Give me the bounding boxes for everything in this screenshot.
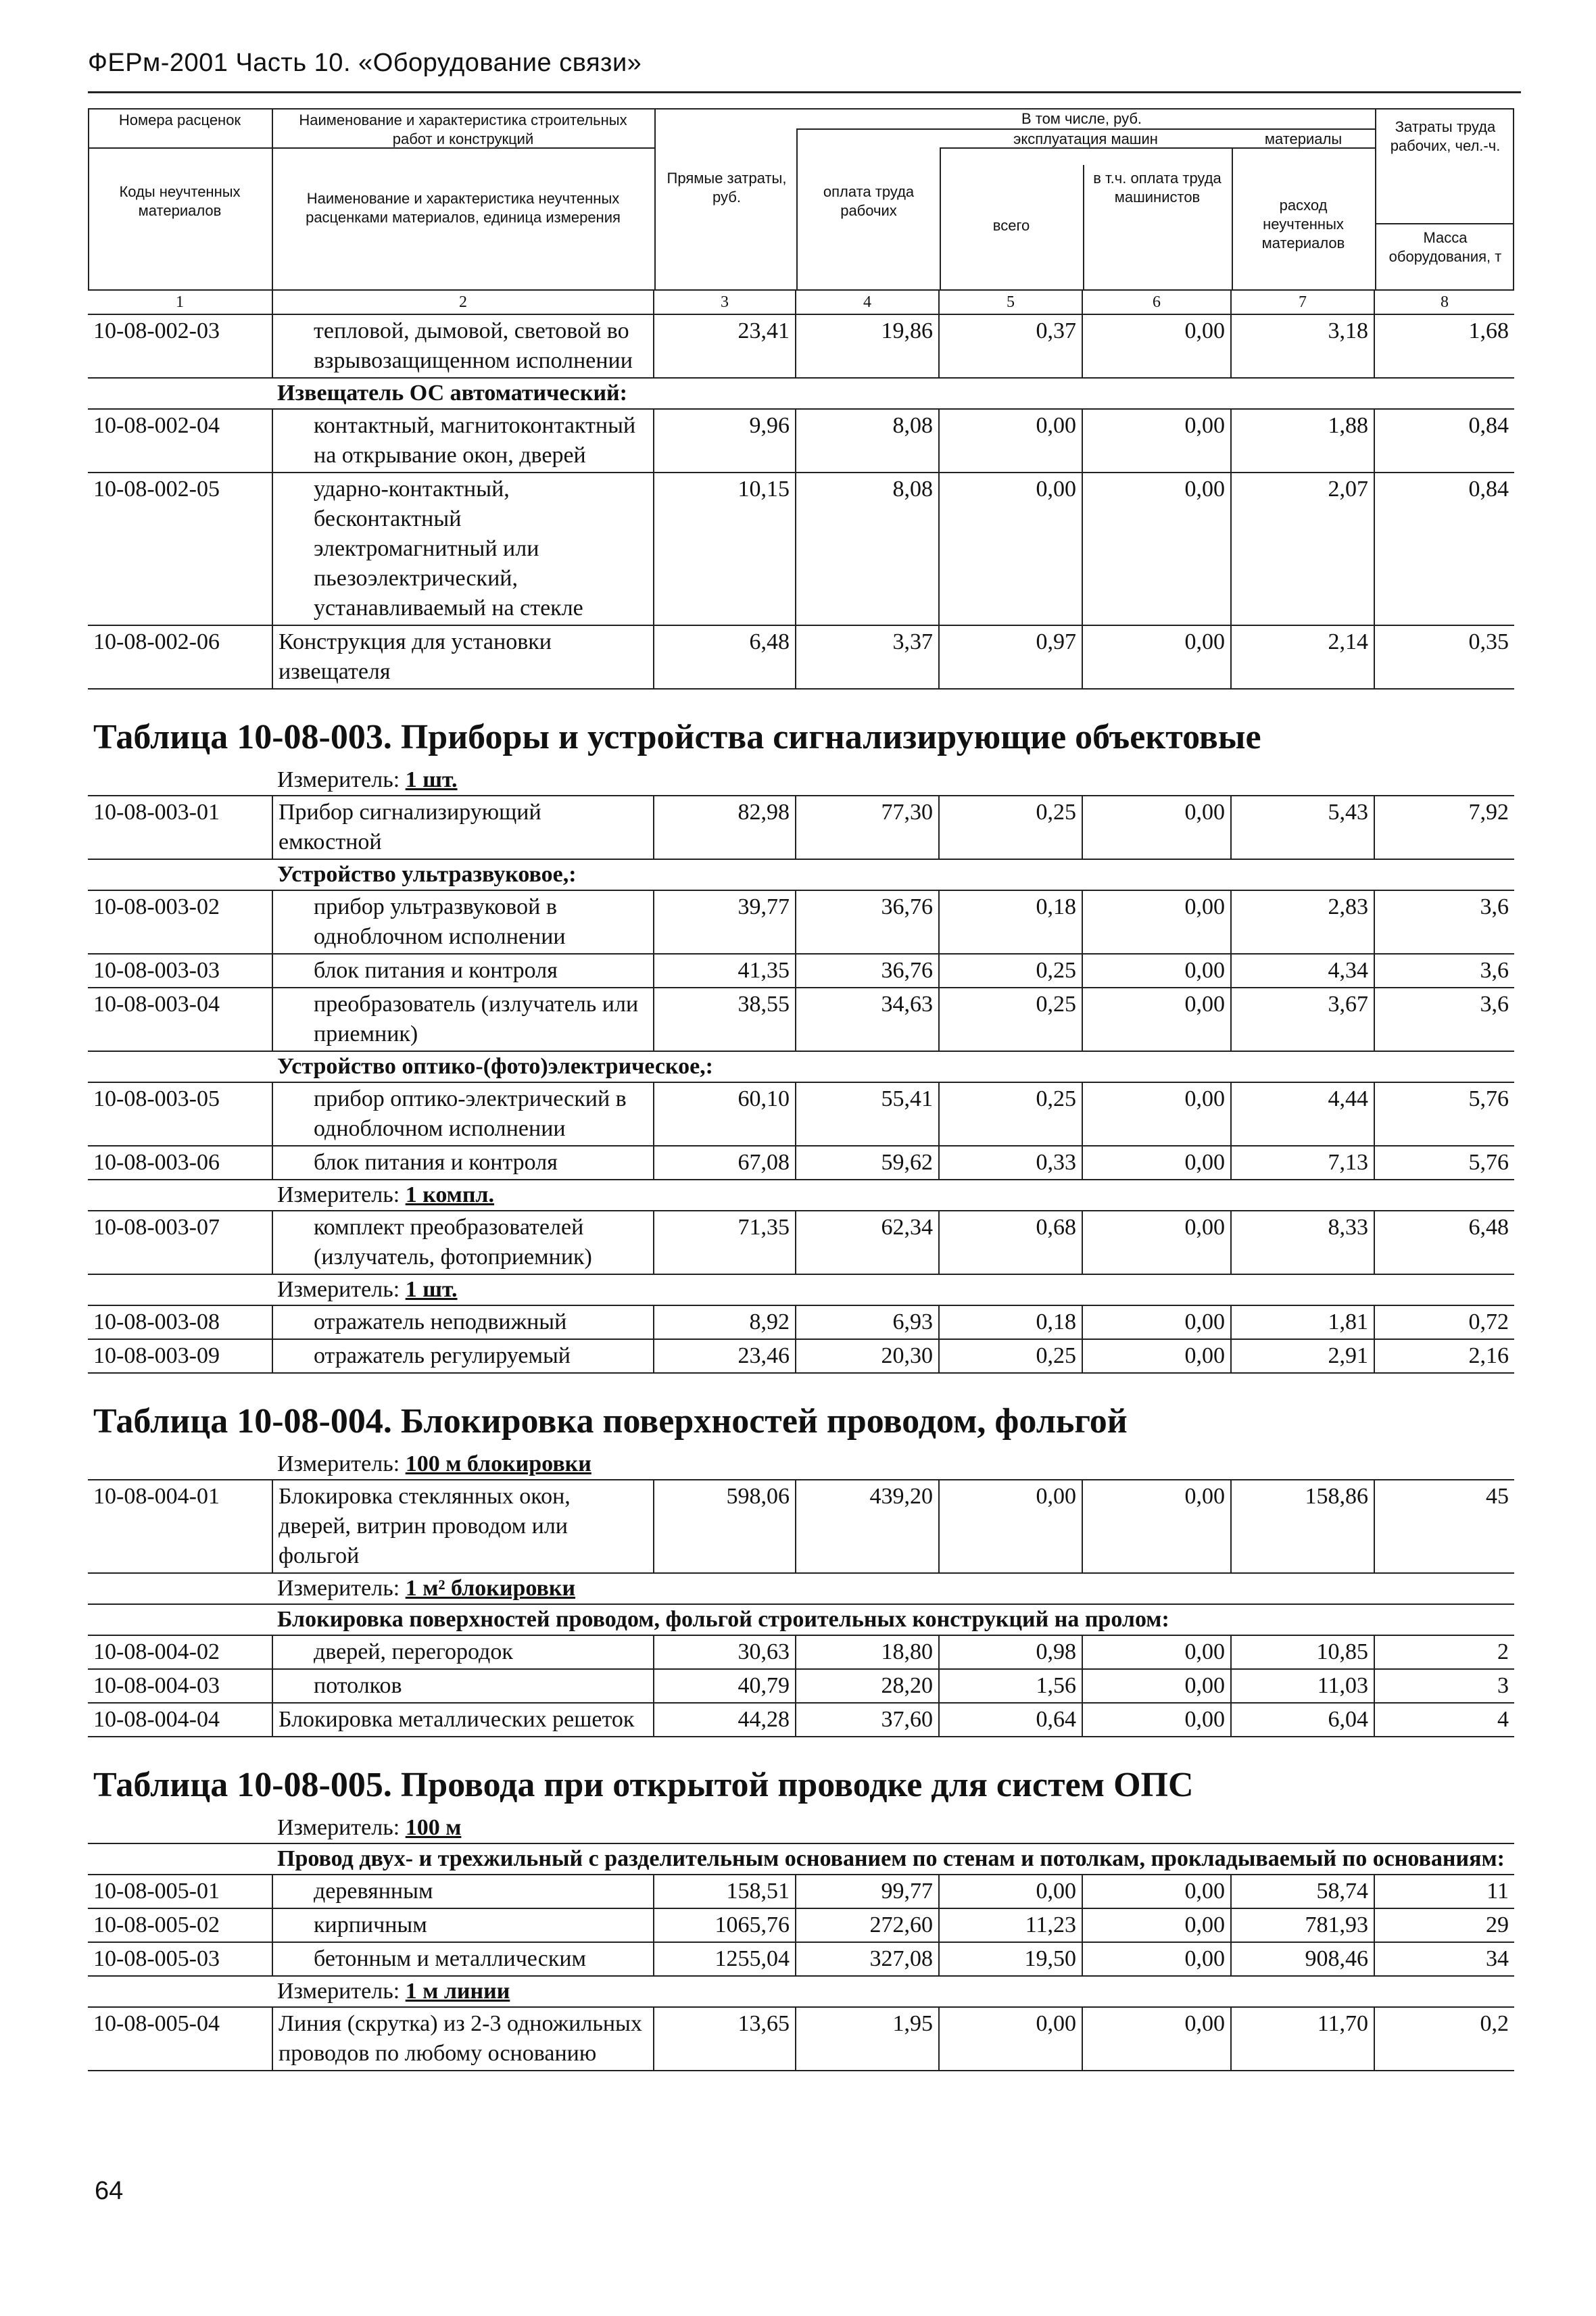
table-row (88, 1306, 1514, 1340)
machines-total: 0,64 (940, 1704, 1083, 1736)
operator-pay: 0,00 (1083, 1670, 1232, 1702)
materials-cost: 1,81 (1232, 1306, 1375, 1338)
materials-cost: 5,43 (1232, 796, 1375, 859)
operator-pay: 0,00 (1083, 1147, 1232, 1179)
measure-unit: 1 м² блокировки (405, 1576, 576, 1601)
work-name: кирпичным (272, 1909, 654, 1941)
subgroup-row (88, 860, 1514, 891)
work-name: контактный, магнитоконтактный на открывание окон, дверей (272, 410, 654, 472)
materials-cost: 2,83 (1232, 891, 1375, 953)
col-num: 3 (654, 291, 796, 314)
labor-pay: 272,60 (796, 1909, 940, 1941)
table-row (88, 796, 1514, 860)
subgroup-row (88, 1844, 1514, 1875)
col2-bottom-label: Наименование и характеристика неучтенных расценками материалов, единица измерения (306, 190, 621, 226)
machines-total: 0,98 (940, 1636, 1083, 1668)
labor-hours: 6,48 (1468, 1215, 1509, 1240)
col2-top-label: Наименование и характеристика строительных работ и конструкций (299, 112, 627, 147)
rule (88, 147, 272, 149)
labor-pay: 62,34 (796, 1211, 940, 1274)
operator-pay: 0,00 (1083, 955, 1232, 987)
col-num: 6 (1083, 291, 1232, 314)
materials-label: материалы (1264, 130, 1343, 147)
subgroup-row (88, 1605, 1514, 1636)
col8-bottom-label: Масса оборудования, т (1388, 229, 1502, 265)
materials-cost: 4,34 (1232, 955, 1375, 987)
measure-label (272, 1180, 494, 1210)
materials-cost: 2,14 (1232, 626, 1375, 688)
operator-pay: 0,00 (1083, 1211, 1232, 1274)
direct-costs: 8,92 (654, 1306, 796, 1338)
labor-pay: 327,08 (796, 1943, 940, 1975)
labor-hours: 5,76 (1468, 1086, 1509, 1111)
machines-total: 0,25 (940, 955, 1083, 987)
labor-hours: 0,84 (1468, 413, 1509, 438)
work-name: Линия (скрутка) из 2-3 одножильных проводов по любому основанию (272, 2008, 654, 2070)
machines-total: 0,00 (940, 473, 1083, 625)
rate-code: 10-08-005-01 (93, 1879, 220, 1904)
direct-costs: 30,63 (654, 1636, 796, 1668)
rate-code: 10-08-003-04 (93, 992, 220, 1017)
work-name: Прибор сигнализирующий емкостной (272, 796, 654, 859)
col-num: 5 (940, 291, 1083, 314)
col7-label: расход неучтенных материалов (1261, 197, 1345, 251)
materials-cost: 3,18 (1232, 315, 1375, 377)
work-name: комплект преобразователей (излучатель, фотоприемник) (272, 1211, 654, 1274)
machines-total: 0,25 (940, 796, 1083, 859)
rate-code: 10-08-003-07 (93, 1215, 220, 1240)
machines-total: 1,56 (940, 1670, 1083, 1702)
subgroup-label: Провод двух- и трехжильный с разделительным основанием по стенам и потолкам, прокладываемый по основаниям: (277, 1846, 1505, 1871)
measure-label (272, 1275, 458, 1305)
rule (1375, 223, 1514, 224)
rule (940, 147, 941, 291)
machines-label: эксплуатация машин (1013, 130, 1158, 147)
table-row (88, 1704, 1514, 1737)
table-row (88, 1083, 1514, 1147)
machines-total: 0,00 (940, 410, 1083, 472)
table-row (88, 891, 1514, 955)
labor-pay: 1,95 (796, 2008, 940, 2070)
machines-total: 0,37 (940, 315, 1083, 377)
operator-pay: 0,00 (1083, 315, 1232, 377)
work-name: Блокировка стеклянных окон, дверей, витрин проводом или фольгой (272, 1480, 654, 1572)
col-num: 7 (1232, 291, 1375, 314)
direct-costs: 39,77 (654, 891, 796, 953)
direct-costs: 1255,04 (654, 1943, 796, 1975)
measure-row (88, 1180, 1514, 1211)
materials-cost: 1,88 (1232, 410, 1375, 472)
work-name: блок питания и контроля (272, 1147, 654, 1179)
operator-pay: 0,00 (1083, 1943, 1232, 1975)
rate-code: 10-08-003-03 (93, 958, 220, 983)
materials-cost: 6,04 (1232, 1704, 1375, 1736)
direct-costs: 158,51 (654, 1875, 796, 1908)
measure-row (88, 1449, 1514, 1480)
direct-costs: 23,46 (654, 1340, 796, 1372)
rate-code: 10-08-003-05 (93, 1086, 220, 1111)
page-number: 64 (95, 2177, 124, 2205)
measure-unit: 1 компл. (405, 1182, 495, 1207)
labor-hours: 5,76 (1468, 1150, 1509, 1175)
machines-total: 0,25 (940, 988, 1083, 1051)
col5-label: всего (992, 217, 1030, 234)
machines-total: 0,00 (940, 2008, 1083, 2070)
table-row (88, 410, 1514, 473)
table-row (88, 1670, 1514, 1704)
subgroup-row (88, 379, 1514, 410)
operator-pay: 0,00 (1083, 626, 1232, 688)
work-name: преобразователь (излучатель или приемник) (272, 988, 654, 1051)
measure-prefix: Измеритель: (277, 1451, 400, 1476)
table-title: Таблица 10-08-004. Блокировка поверхностей проводом, фольгой (93, 1402, 1128, 1441)
measure-prefix: Измеритель: (277, 1182, 400, 1207)
direct-costs: 40,79 (654, 1670, 796, 1702)
rate-code: 10-08-005-04 (93, 2011, 220, 2036)
rate-code: 10-08-003-06 (93, 1150, 220, 1175)
labor-pay: 20,30 (796, 1340, 940, 1372)
work-name: Блокировка металлических решеток (272, 1704, 654, 1736)
measure-prefix: Измеритель: (277, 1576, 400, 1601)
column-header (88, 108, 1514, 291)
operator-pay: 0,00 (1083, 1636, 1232, 1668)
work-name: потолков (272, 1670, 654, 1702)
included-label: В том числе, руб. (1021, 110, 1142, 127)
col3-label: Прямые затраты, руб. (667, 170, 787, 206)
rate-code: 10-08-002-05 (93, 477, 220, 502)
measure-unit: 100 м (405, 1815, 462, 1840)
labor-hours: 11 (1486, 1879, 1509, 1904)
labor-pay: 36,76 (796, 955, 940, 987)
labor-hours: 3,6 (1480, 958, 1509, 983)
materials-cost: 4,44 (1232, 1083, 1375, 1145)
work-name: деревянным (272, 1875, 654, 1908)
labor-pay: 28,20 (796, 1670, 940, 1702)
table-row (88, 1147, 1514, 1180)
materials-cost: 58,74 (1232, 1875, 1375, 1908)
operator-pay: 0,00 (1083, 1704, 1232, 1736)
rate-code: 10-08-002-06 (93, 629, 220, 654)
operator-pay: 0,00 (1083, 891, 1232, 953)
table-row (88, 2008, 1514, 2071)
materials-cost: 158,86 (1232, 1480, 1375, 1572)
measure-row (88, 1275, 1514, 1306)
table-row (88, 1211, 1514, 1275)
measure-prefix: Измеритель: (277, 1979, 400, 2004)
materials-cost: 11,03 (1232, 1670, 1375, 1702)
machines-total: 0,18 (940, 1306, 1083, 1338)
labor-hours: 2,16 (1468, 1343, 1509, 1368)
measure-unit: 1 шт. (405, 1277, 458, 1302)
direct-costs: 1065,76 (654, 1909, 796, 1941)
labor-hours: 0,72 (1468, 1309, 1509, 1334)
machines-total: 0,97 (940, 626, 1083, 688)
table-row (88, 1480, 1514, 1574)
table-title: Таблица 10-08-003. Приборы и устройства сигнализирующие объектовые (93, 718, 1261, 756)
col-num: 4 (796, 291, 940, 314)
rule (88, 108, 1514, 110)
direct-costs: 10,15 (654, 473, 796, 625)
table-row (88, 1909, 1514, 1943)
labor-hours: 3,6 (1480, 894, 1509, 919)
rule (1083, 165, 1084, 291)
labor-pay: 6,93 (796, 1306, 940, 1338)
measure-label (272, 1574, 575, 1603)
col-num: 1 (176, 293, 184, 311)
rule (1232, 147, 1233, 291)
labor-pay: 18,80 (796, 1636, 940, 1668)
measure-prefix: Измеритель: (277, 767, 400, 792)
machines-total: 0,25 (940, 1083, 1083, 1145)
materials-cost: 908,46 (1232, 1943, 1375, 1975)
measure-unit: 1 м линии (405, 1979, 510, 2004)
operator-pay: 0,00 (1083, 1083, 1232, 1145)
direct-costs: 13,65 (654, 2008, 796, 2070)
labor-pay: 37,60 (796, 1704, 940, 1736)
col1-bottom-label: Коды неучтенных материалов (119, 183, 241, 219)
materials-cost: 8,33 (1232, 1211, 1375, 1274)
rate-code: 10-08-002-04 (93, 413, 220, 438)
col4-label: оплата труда рабочих (823, 183, 915, 219)
direct-costs: 67,08 (654, 1147, 796, 1179)
direct-costs: 38,55 (654, 988, 796, 1051)
machines-total: 0,18 (940, 891, 1083, 953)
rule (654, 108, 656, 291)
measure-row (88, 765, 1514, 796)
subgroup-label: Извещатель ОС автоматический: (277, 381, 627, 406)
labor-pay: 99,77 (796, 1875, 940, 1908)
measure-label (272, 1449, 591, 1479)
operator-pay: 0,00 (1083, 1306, 1232, 1338)
operator-pay: 0,00 (1083, 2008, 1232, 2070)
table-row (88, 1636, 1514, 1670)
labor-hours: 1,68 (1468, 318, 1509, 343)
labor-pay: 36,76 (796, 891, 940, 953)
operator-pay: 0,00 (1083, 1875, 1232, 1908)
labor-pay: 19,86 (796, 315, 940, 377)
work-name: тепловой, дымовой, световой во взрывозащищенном исполнении (272, 315, 654, 377)
machines-total: 0,33 (940, 1147, 1083, 1179)
measure-unit: 100 м блокировки (405, 1451, 591, 1476)
measure-label (272, 1977, 510, 2006)
operator-pay: 0,00 (1083, 1340, 1232, 1372)
table-row (88, 473, 1514, 626)
work-name: прибор оптико-электрический в одноблочном исполнении (272, 1083, 654, 1145)
operator-pay: 0,00 (1083, 988, 1232, 1051)
col-num: 2 (272, 291, 654, 314)
direct-costs: 598,06 (654, 1480, 796, 1572)
rate-code: 10-08-003-01 (93, 800, 220, 825)
labor-pay: 8,08 (796, 473, 940, 625)
labor-hours: 34 (1486, 1946, 1509, 1971)
table-row (88, 1340, 1514, 1374)
subgroup-row (88, 1052, 1514, 1083)
work-name: отражатель неподвижный (272, 1306, 654, 1338)
col-num: 8 (1441, 293, 1449, 311)
operator-pay: 0,00 (1083, 796, 1232, 859)
materials-cost: 10,85 (1232, 1636, 1375, 1668)
column-number-row (88, 291, 1514, 315)
subgroup-label: Блокировка поверхностей проводом, фольгой строительных конструкций на пролом: (277, 1607, 1169, 1632)
labor-hours: 2 (1497, 1639, 1509, 1664)
machines-total: 11,23 (940, 1909, 1083, 1941)
rate-code: 10-08-005-03 (93, 1946, 220, 1971)
measure-row (88, 1574, 1514, 1605)
machines-total: 0,68 (940, 1211, 1083, 1274)
subgroup-label: Устройство ультразвуковое,: (277, 862, 577, 887)
rate-code: 10-08-003-09 (93, 1343, 220, 1368)
operator-pay: 0,00 (1083, 1909, 1232, 1941)
col8-top-label: Затраты труда рабочих, чел.-ч. (1390, 118, 1501, 154)
rule (1375, 108, 1376, 291)
labor-pay: 77,30 (796, 796, 940, 859)
work-name: бетонным и металлическим (272, 1943, 654, 1975)
measure-label (272, 765, 458, 795)
measure-label (272, 1813, 461, 1843)
subgroup-label: Устройство оптико-(фото)электрическое,: (277, 1054, 714, 1079)
rate-code: 10-08-003-08 (93, 1309, 220, 1334)
table-body (88, 291, 1514, 2071)
rate-code: 10-08-004-03 (93, 1673, 220, 1698)
labor-pay: 34,63 (796, 988, 940, 1051)
work-name: ударно-контактный, бесконтактный электромагнитный или пьезоэлектрический, устанавливаемый на стекле (272, 473, 654, 625)
operator-pay: 0,00 (1083, 410, 1232, 472)
labor-hours: 7,92 (1468, 800, 1509, 825)
table-row (88, 315, 1514, 379)
rate-code: 10-08-002-03 (93, 318, 220, 343)
labor-pay: 3,37 (796, 626, 940, 688)
labor-pay: 59,62 (796, 1147, 940, 1179)
direct-costs: 6,48 (654, 626, 796, 688)
labor-hours: 4 (1497, 1707, 1509, 1732)
table-row (88, 1875, 1514, 1909)
measure-row (88, 1813, 1514, 1844)
materials-cost: 781,93 (1232, 1909, 1375, 1941)
labor-hours: 0,35 (1468, 629, 1509, 654)
operator-pay: 0,00 (1083, 1480, 1232, 1572)
operator-pay: 0,00 (1083, 473, 1232, 625)
labor-hours: 29 (1486, 1912, 1509, 1937)
materials-cost: 3,67 (1232, 988, 1375, 1051)
header-rule (88, 91, 1521, 93)
rate-code: 10-08-004-01 (93, 1484, 220, 1509)
measure-row (88, 1977, 1514, 2008)
table-row (88, 626, 1514, 690)
labor-hours: 0,84 (1468, 477, 1509, 502)
materials-cost: 2,07 (1232, 473, 1375, 625)
table-title: Таблица 10-08-005. Провода при открытой проводке для систем ОПС (93, 1766, 1194, 1804)
col1-top-label: Номера расценок (118, 112, 241, 128)
machines-total: 0,00 (940, 1875, 1083, 1908)
rate-code: 10-08-005-02 (93, 1912, 220, 1937)
labor-hours: 3 (1497, 1673, 1509, 1698)
machines-total: 0,00 (940, 1480, 1083, 1572)
machines-total: 0,25 (940, 1340, 1083, 1372)
table-row (88, 988, 1514, 1052)
direct-costs: 71,35 (654, 1211, 796, 1274)
work-name: дверей, перегородок (272, 1636, 654, 1668)
labor-pay: 8,08 (796, 410, 940, 472)
machines-total: 19,50 (940, 1943, 1083, 1975)
work-name: прибор ультразвуковой в одноблочном исполнении (272, 891, 654, 953)
labor-hours: 45 (1486, 1484, 1509, 1509)
rate-code: 10-08-004-04 (93, 1707, 220, 1732)
col6-label: в т.ч. оплата труда машинистов (1093, 170, 1222, 206)
rate-code: 10-08-003-02 (93, 894, 220, 919)
work-name: Конструкция для установки извещателя (272, 626, 654, 688)
direct-costs: 60,10 (654, 1083, 796, 1145)
work-name: блок питания и контроля (272, 955, 654, 987)
labor-pay: 55,41 (796, 1083, 940, 1145)
rule (272, 108, 273, 291)
direct-costs: 41,35 (654, 955, 796, 987)
measure-unit: 1 шт. (405, 767, 458, 792)
rule (796, 128, 798, 291)
direct-costs: 82,98 (654, 796, 796, 859)
labor-hours: 0,2 (1480, 2011, 1509, 2036)
direct-costs: 23,41 (654, 315, 796, 377)
page-header: ФЕРм-2001 Часть 10. «Оборудование связи» (88, 49, 642, 77)
direct-costs: 9,96 (654, 410, 796, 472)
table-row (88, 955, 1514, 988)
rule (88, 108, 89, 291)
materials-cost: 7,13 (1232, 1147, 1375, 1179)
labor-hours: 3,6 (1480, 992, 1509, 1017)
materials-cost: 11,70 (1232, 2008, 1375, 2070)
materials-cost: 2,91 (1232, 1340, 1375, 1372)
direct-costs: 44,28 (654, 1704, 796, 1736)
rate-code: 10-08-004-02 (93, 1639, 220, 1664)
labor-pay: 439,20 (796, 1480, 940, 1572)
rule (1513, 108, 1514, 291)
measure-prefix: Измеритель: (277, 1277, 400, 1302)
table-row (88, 1943, 1514, 1977)
work-name: отражатель регулируемый (272, 1340, 654, 1372)
measure-prefix: Измеритель: (277, 1815, 400, 1840)
